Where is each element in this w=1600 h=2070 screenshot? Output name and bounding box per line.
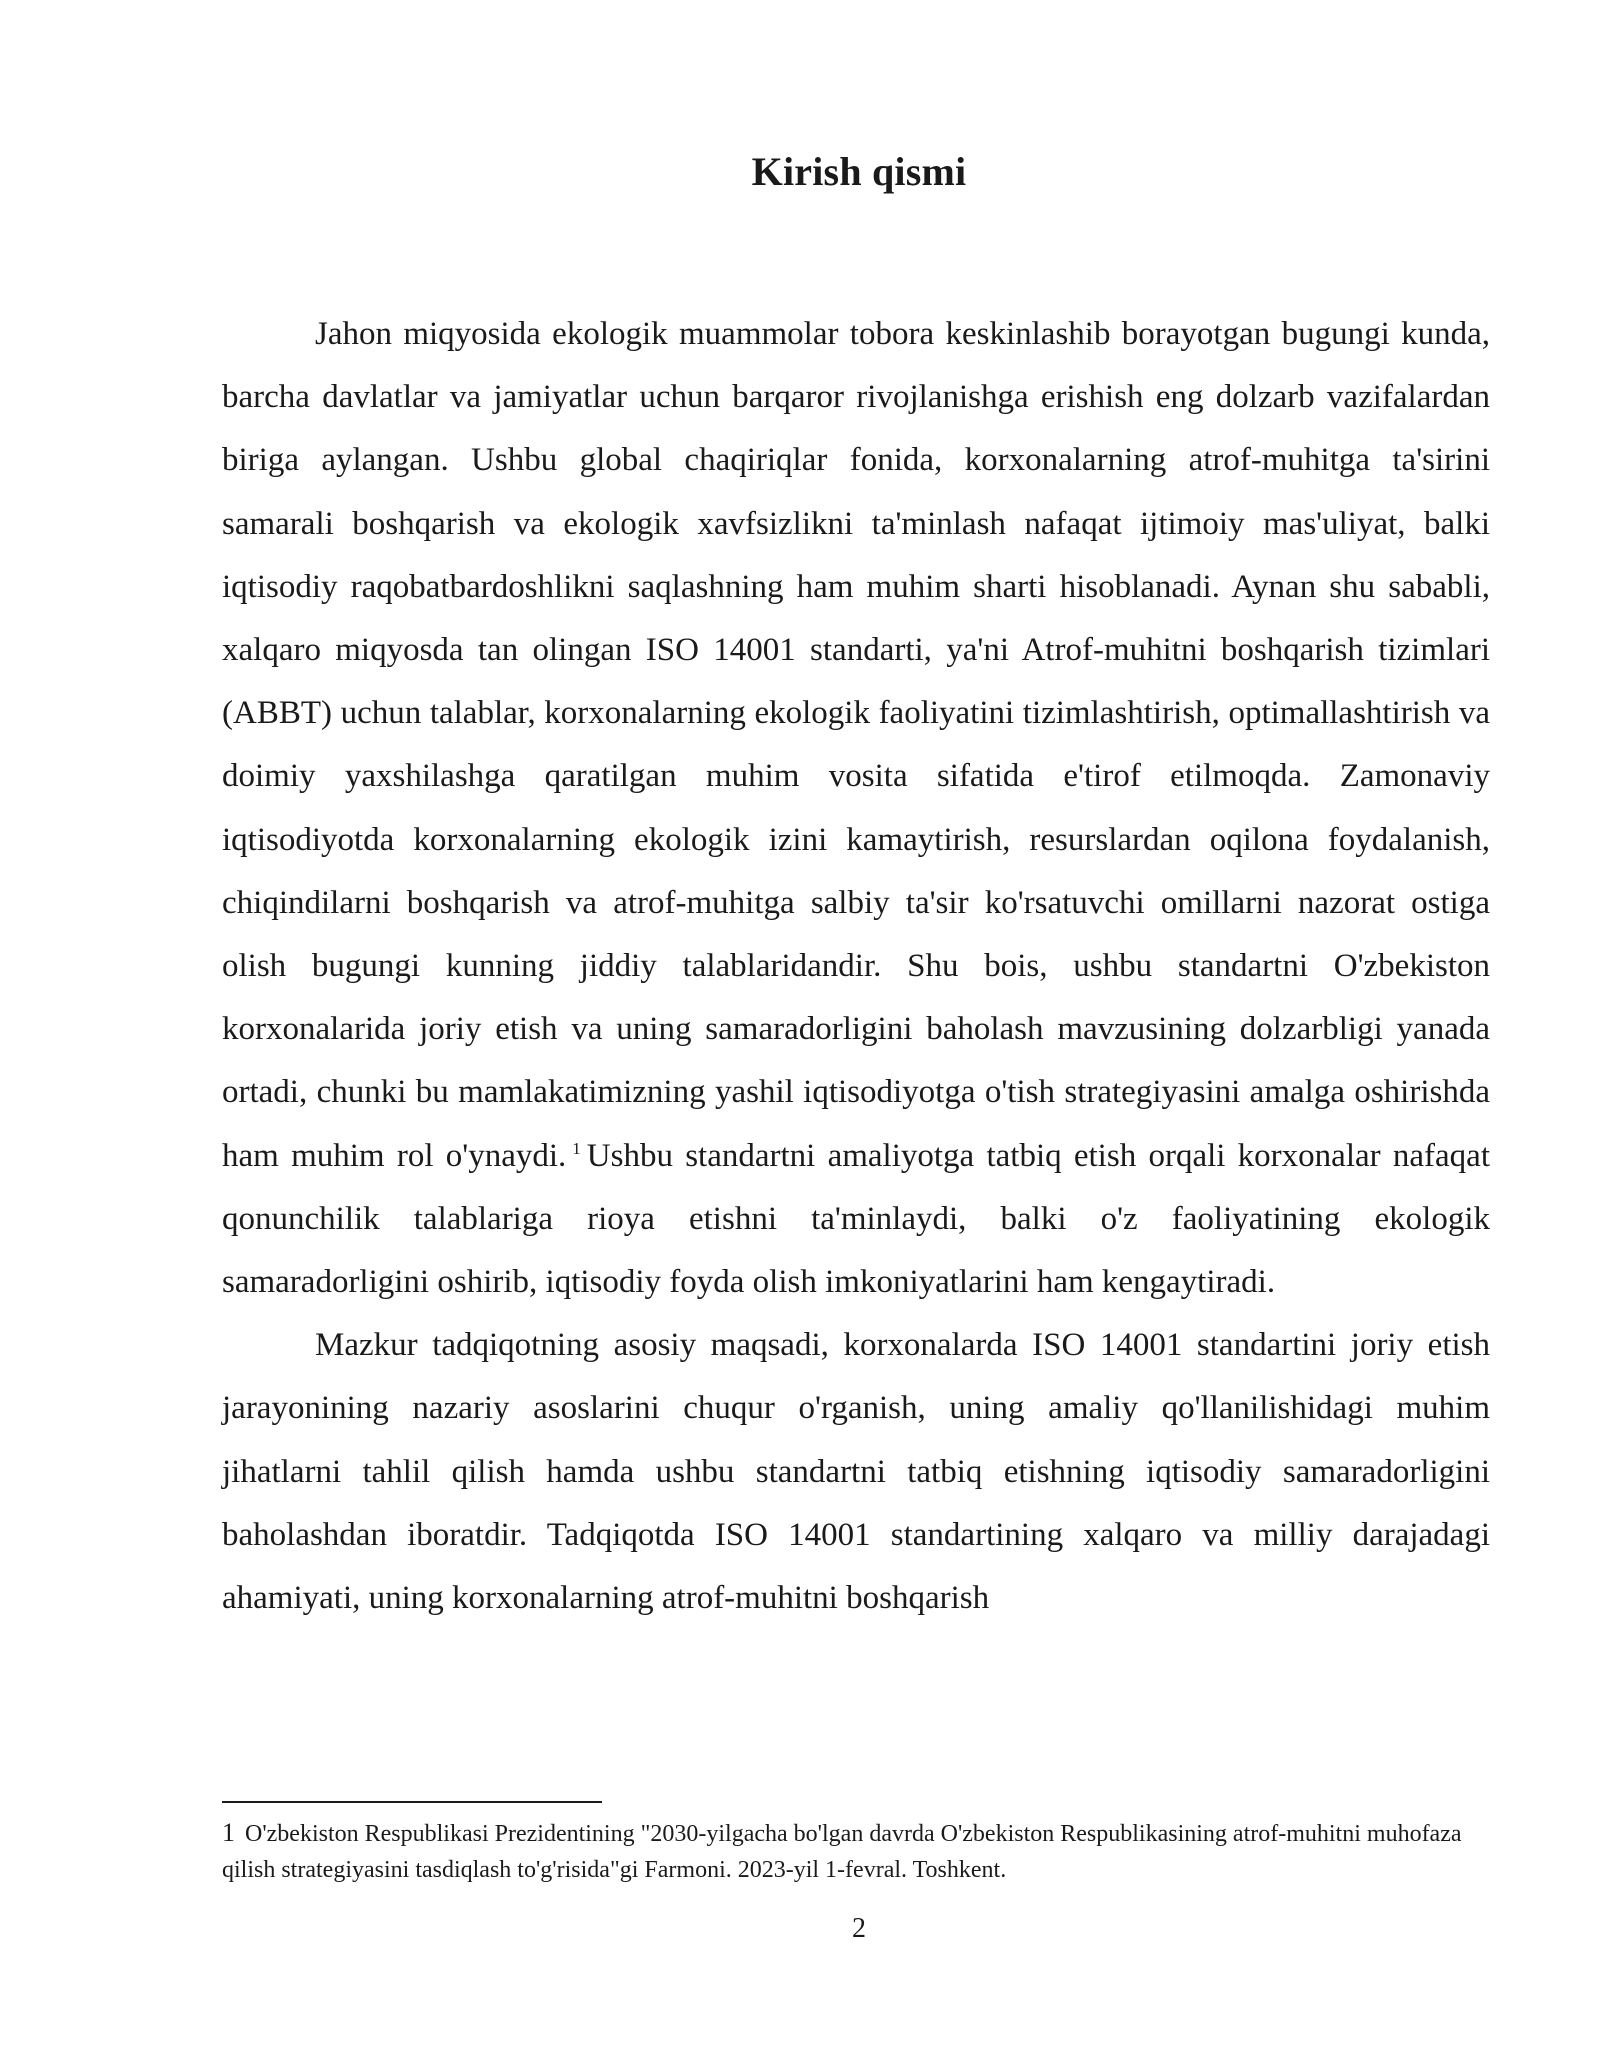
footnote-number: 1 [222,1818,235,1847]
paragraph-1-continuation: Ushbu standartni amaliyotga tatbiq etish orqali korxonalar nafaqat qonunchilik talablariga rioya etishni ta'minlaydi, balki o'z faoliyatining ekologik samaradorligini oshirib, iqtisodiy foyda olish imkoniyatlarini ham kengaytiradi. [222,1137,1490,1301]
body-text [222,303,1490,1630]
page-number: 2 [852,1913,866,1944]
page-title: Kirish qismi [751,149,967,194]
footnote [222,1815,1490,1888]
paragraph-1-text: Jahon miqyosida ekologik muammolar tobora keskinlashib borayotgan bugungi kunda, barcha davlatlar va jamiyatlar uchun barqaror rivojlanishga erishish eng dolzarb vazifalardan biriga aylangan. Ushbu global chaqiriqlar fonida, korxonalarning atrof-muhitga ta'sirini samarali boshqarish va ekologik xavfsizlikni ta'minlash nafaqat ijtimoiy mas'uliyat, balki iqtisodiy raqobatbardoshlikni saqlashning ham muhim sharti hisoblanadi. Aynan shu sababli, xalqaro miqyosda tan olingan ISO 14001 standarti, ya'ni Atrof-muhitni boshqarish tizimlari (ABBT) uchun talablar, korxonalarning ekologik faoliyatini tizimlashtirish, optimallashtirish va doimiy yaxshilashga qaratilgan muhim vosita sifatida e'tirof etilmoqda. Zamonaviy iqtisodiyotda korxonalarning ekologik izini kamaytirish, resurslardan oqilona foydalanish, chiqindilarni boshqarish va atrof-muhitga salbiy ta'sir ko'rsatuvchi omillarni nazorat ostiga olish bugungi kunning jiddiy talablaridandir. Shu bois, ushbu standartni O'zbekiston korxonalarida joriy etish va uning samaradorligini baholash mavzusining dolzarbligi yanada ortadi, chunki bu mamlakatimizning yashil iqtisodiyotga o'tish strategiyasini amalga oshirishda ham muhim rol o'ynaydi. [222,316,1490,1174]
paragraph-2: Mazkur tadqiqotning asosiy maqsadi, korxonalarda ISO 14001 standartini joriy etish jarayonining nazariy asoslarini chuqur o'rganish, uning amaliy qo'llanilishidagi muhim jihatlarni tahlil qilish hamda ushbu standartni tatbiq etishning iqtisodiy samaradorligini baholashdan iboratdir. Tadqiqotda ISO 14001 standartining xalqaro va milliy darajadagi ahamiyati, uning korxonalarning atrof-muhitni boshqarish [222,1327,1490,1617]
footnote-text: O'zbekiston Respublikasi Prezidentining "2030-yilgacha bo'lgan davrda O'zbekiston Respublikasining atrof-muhitni muhofaza qilish strategiyasini tasdiqlash to'g'risida"gi Farmoni. 2023-yil 1-fevral. Toshkent. [222,1821,1462,1883]
paragraph-1 [222,303,1490,1314]
footnote-reference[interactable]: 1 [572,1138,581,1158]
footnote-separator [222,1801,602,1803]
